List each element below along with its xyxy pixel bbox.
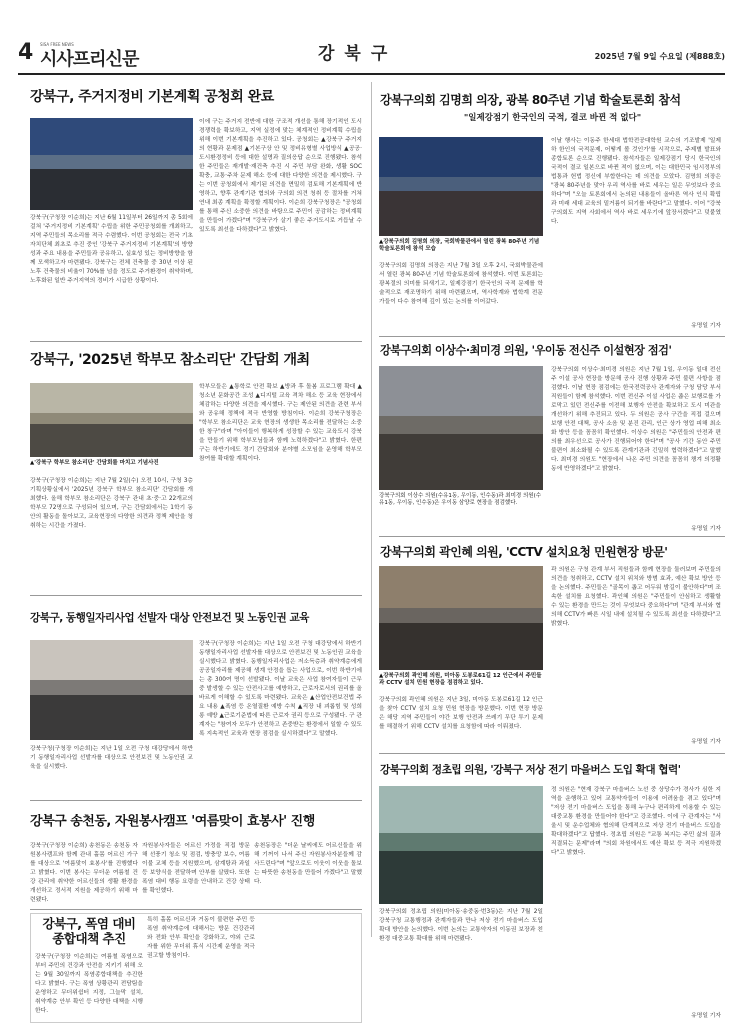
photo-caption: ▲강북구의회 김명희 의장, 국회박물관에서 열린 광복 80주년 기념 학술토론회에 참석 모습 [379, 239, 540, 253]
headline: 강북구의회 이상수·최미경 의원, '우이동 전신주 이설현장 점검' [380, 344, 672, 357]
headline-line-1: 강북구, 폭염 대비 [42, 916, 136, 931]
masthead-bar [18, 40, 725, 74]
article-body-col-2: 특히 홀몸 어르신과 거동이 불편한 주민 등 폭염 취약계층에 대해서는 방문 건강관리와 전화 안부 확인을 강화하고, 야외 근로자를 위한 무더위 휴식 시간제 운영을 적극 권고할 방침이다. [147, 917, 255, 959]
section-divider [30, 909, 362, 910]
section-divider [30, 800, 362, 801]
section-divider [30, 595, 362, 596]
headline-line-2: 종합대책 추진 [52, 931, 126, 946]
byline: 유명일 기자 [691, 526, 721, 532]
headline: 강북구의회 김명희 의장, 광복 80주년 기념 학술토론회 참석 [380, 93, 681, 107]
article-body-col-2: 곽 의원은 구청 관계 부서 직원들과 함께 현장을 둘러보며 주민들의 의견을 청취하고, CCTV 설치 위치와 방범 효과, 예산 확보 방안 등을 논의했다. 주민들은 "골목이 좁고 어두워 밤길이 불안하다"며 조속한 설치를 요청했다. 곽인혜 의원은 "주민들이 안심하고 생활할 수 있는 환경을 만드는 것이 무엇보다 중요하다"며 "관계 부서와 협의해 CCTV가 빠른 시일 내에 설치될 수 있도록 최선을 다하겠다"고 밝혔다. [551, 567, 721, 627]
article-body-col-1: 강북구청(구청장 이순희)는 지난 1일 오전 구청 대강당에서 하반기 동행일자리사업 선발자를 대상으로 안전보건 및 노동인권 교육을 실시했다. [30, 746, 193, 770]
headline: 강북구, 동행일자리사업 선발자 대상 안전보건 및 노동인권 교육 [30, 612, 309, 624]
article-body-col-1: 강북구의회 정초립 의원(미아동·송중동·번3동)은 지난 7월 2일 강북구청 교통행정과 관계자들과 만나 저상 전기 마을버스 도입 확대 방안을 논의했다. 이번 논의는 교통약자의 이동권 보장과 친환경 대중교통 확대를 위해 마련됐다. [379, 909, 543, 942]
article-body-col-1: 강북구의회 김명희 의장은 지난 7월 3일 오후 2시, 국회박물관에서 열린 광복 80주년 기념 학술토론회에 참석했다. 이번 토론회는 광복절의 의미를 되새기고, 일제강점기 한국인의 국적 문제를 학술적으로 재조명하기 위해 마련됐으며, 역사학계와 법학계 전문가들이 다수 참여해 깊이 있는 논의를 이어갔다. [379, 263, 543, 305]
newspaper-logo: 시사프리신문 [40, 49, 139, 70]
article-body-col-1: 강북구(구청장 이순희)는 여름철 폭염으로부터 주민의 건강과 안전을 지키기 위해 오는 9월 30일까지 폭염종합대책을 추진한다고 밝혔다. 구는 폭염 상황관리 전담팀을 운영하고 무더위쉼터 지정, 그늘막 설치, 취약계층 안부 확인 등 다양한 대책을 시행한다. [35, 954, 143, 1014]
article-photo [379, 137, 543, 236]
photo-caption: 강북구의회 이상수 의원(수유1동, 우이동, 인수동)과 최미경 의원(수유1동, 우이동, 인수동)은 우이동 삼양로 현장을 점검했다. [379, 493, 542, 507]
headline: 강북구의회 곽인혜 의원, 'CCTV 설치요청 민원현장 방문' [380, 545, 668, 559]
article-photo [379, 566, 543, 670]
photo-caption: ▲'강북구 학부모 참소리단' 간담회를 마치고 기념사진 [30, 460, 159, 466]
article-photo [30, 118, 193, 210]
byline: 유명일 기자 [691, 323, 721, 329]
masthead-rule [18, 73, 725, 75]
article-body-col-1: 강북구(구청장 이순희)는 지난 6월 11일부터 26일까지 총 5회에 걸쳐 '주거지정비 기본계획' 수립을 위한 주민공청회를 개최하고, 지역 주민들의 목소리를 적극 수렴했다. 이번 공청회는 전국 기초자치단체 최초로 추진 중인 '강북구 주거지정비 기본계획'의 방향성과 주요 내용을 주민들과 공유하고, 실효성 있는 정비방향을 함께 모색하고자 마련됐다. 강북구는 전체 건축물 중 30년 이상 된 노후 건축물의 비율이 70%를 넘을 정도로 주거환경이 취약하며, 노후화된 일반 주거지역의 정비가 시급한 상황이다. [30, 215, 193, 284]
byline: 유명일 기자 [691, 739, 721, 745]
article-body-col-2: 정 의원은 "현재 강북구 마을버스 노선 중 상당수가 경사가 심한 지역을 운행하고 있어 교통약자들이 이용에 어려움을 겪고 있다"며 "저상 전기 마을버스 도입을 통해 누구나 편리하게 이용할 수 있는 대중교통 환경을 만들어야 한다"고 강조했다. 이에 구 관계자는 "서울시 및 운수업체와 협의해 단계적으로 저상 전기 마을버스 도입을 확대하겠다"고 답했다. 정초립 의원은 "교통 복지는 주민 삶의 질과 직결되는 문제"라며 "의회 차원에서도 예산 확보 등 적극 지원하겠다"고 밝혔다. [551, 787, 721, 856]
issue-dateline: 2025년 7월 9일 수요일 (제888호) [594, 52, 725, 61]
subheadline: "일제강점기 한국인의 국적, 결코 바뀐 적 없다" [463, 113, 642, 124]
article-body-col-1: 강북구(구청장 이순희) 송천동은 송천동 자원봉사캠프와 함께 관내 홀몸 어르신 가구를 대상으로 '여름맞이 효봉사'를 진행했다고 밝혔다. 이번 봉사는 무더운 여름철 건강 관리에 취약한 어르신들의 생활 환경을 개선하고 정서적 지원을 제공하기 위해 마련됐다. [30, 843, 138, 903]
article-body-col-3: 송천동장은 "더운 날씨에도 어르신들을 위해 기꺼이 나서 주신 자원봉사자분들께 감사드린다"며 "앞으로도 이웃이 이웃을 돌보는 따뜻한 송천동을 만들어 가겠다"고 말했다. [254, 843, 362, 885]
page-number: 4 [18, 40, 34, 65]
headline: 강북구 송천동, 자원봉사캠프 '여름맞이 효봉사' 진행 [30, 814, 315, 829]
article-photo [30, 640, 193, 740]
byline: 유명일 기자 [691, 1013, 721, 1019]
article-body-col-2: 강북구(구청장 이순희)는 지난 1일 오전 구청 대강당에서 하반기 동행일자리사업 선발자를 대상으로 안전보건 및 노동인권 교육을 실시했다고 밝혔다. 동행일자리사업은 저소득층과 취약계층에게 공공일자리를 제공해 생계 안정을 돕는 사업으로, 이번 하반기에는 총 300여 명이 선발됐다. 이날 교육은 사업 참여자들이 근무 중 발생할 수 있는 안전사고를 예방하고, 근로자로서의 권리를 올바르게 이해할 수 있도록 마련됐다. 교육은 ▲산업안전보건법 주요 내용 ▲폭염 등 온열질환 예방 수칙 ▲직장 내 괴롭힘 및 성희롱 예방 ▲근로기준법에 따른 근로자 권리 등으로 구성됐다. 구 관계자는 "참여자 모두가 안전하고 존중받는 환경에서 일할 수 있도록 지속적인 교육과 현장 점검을 실시하겠다"고 말했다. [199, 641, 362, 737]
article-body-col-2: 학부모들은 ▲통학로 안전 확보 ▲방과 후 돌봄 프로그램 확대 ▲청소년 문화공간 조성 ▲디지털 교육 격차 해소 등 교육 현장에서 체감하는 다양한 의견을 제시했다. 구는 제안된 의견을 관련 부서와 공유해 정책에 적극 반영할 방침이다. 이순희 강북구청장은 "학부모 참소리단은 교육 현장의 생생한 목소리를 전달하는 소중한 창구"라며 "아이들이 행복하게 성장할 수 있는 교육도시 강북을 만들기 위해 학부모님들과 함께 노력하겠다"고 밝혔다. 한편 구는 하반기에도 정기 간담회와 분야별 소모임을 운영해 학부모 참여를 확대할 계획이다. [199, 384, 362, 462]
photo-caption: ▲강북구의회 곽인혜 의원, 미아동 도봉로61길 12 인근에서 주민들과 CCTV 설치 민원 현장을 점검하고 있다. [379, 673, 542, 687]
section-divider [30, 341, 362, 342]
article-body-col-1: 강북구의회 곽인혜 의원은 지난 3일, 미아동 도봉로61길 12 인근을 찾아 CCTV 설치 요청 민원 현장을 방문했다. 이번 현장 방문은 해당 지역 주민들이 야간 보행 안전과 쓰레기 무단 투기 문제를 해결하기 위해 CCTV 설치를 요청함에 따라 이뤄졌다. [379, 697, 543, 730]
section-divider [379, 536, 725, 537]
article-photo [379, 366, 543, 490]
headline: 강북구, '2025년 학부모 참소리단' 간담회 개최 [30, 352, 310, 368]
section-name: 강북구 [318, 44, 398, 64]
article-body-col-2: 이날 행사는 이동주 한세대 법학전공대학원 교수의 기조발제 '일제하 한인의 국적문제, 어떻게 볼 것인가'를 시작으로, 주제별 발표와 종합토론 순으로 진행됐다. 참석자들은 일제강점기 당시 한국인의 국적이 결코 일본으로 바뀐 적이 없으며, 이는 대한민국 임시정부의 법통과 헌법 정신에 부합한다는 데 의견을 모았다. 김명희 의장은 "광복 80주년을 맞아 우리 역사를 바로 세우는 일은 무엇보다 중요하다"며 "오늘 토론회에서 논의된 내용들이 올바른 역사 인식 확립과 미래 세대 교육의 밑거름이 되기를 바란다"고 말했다. 이어 "강북구의회도 지역 사회에서 역사 바로 세우기에 앞장서겠다"고 덧붙였다. [551, 138, 721, 225]
article-body-col-1: 강북구(구청장 이순희)는 지난 7월 2일(수) 오전 10시, 구청 3층 기획상황실에서 '2025년 강북구 학부모 참소리단' 간담회를 개최했다. 올해 학부모 참소리단은 강북구 관내 초·중·고 22개교의 학부모 72명으로 구성되어 있으며, 구는 간담회에서는 1학기 동안의 활동을 돌아보고, 교육현장의 다양한 의견과 정책 제안을 청취하는 시간을 가졌다. [30, 478, 193, 529]
headline: 강북구의회 정초립 의원, '강북구 저상 전기 마을버스 도입 확대 협력' [380, 764, 681, 776]
article-photo [30, 383, 193, 457]
column-divider [371, 82, 372, 937]
logo-subtitle: SISA FREE NEWS [40, 42, 74, 47]
article-body-col-2: 자원봉사자들은 어르신 가정을 직접 방문해 선풍기 청소 및 점검, 방충망 보수, 여름 이불 교체 등을 지원했으며, 삼계탕과 과일 등 보양식을 전달하며 안부를 살폈다. 또한 폭염 대비 행동 요령을 안내하고 건강 상태를 확인했다. [142, 843, 250, 894]
article-photo [379, 786, 543, 904]
article-body-col-2: 이에 구는 주거지 전반에 대한 구조적 개선을 통해 장기적인 도시 경쟁력을 확보하고, 지역 실정에 맞는 체계적인 정비계획 수립을 위해 이번 기본계획을 추진하고 있다. 공청회는 ▲강북구 주거지의 현황과 문제점 ▲기본구상 안 및 정비유형별 사업방식 ▲공공·도시환경정비 등에 대한 설명과 질의응답 순으로 진행됐다. 참석한 주민들은 재개발·재건축 추진 시 주민 부담 완화, 생활 SOC 확충, 교통·주차 문제 해소 등에 대한 다양한 의견을 제시했다. 구는 이번 공청회에서 제기된 의견을 면밀히 검토해 기본계획에 반영하고, 향후 관계기관 협의와 구의회 의견 청취 등 절차를 거쳐 연내 최종 계획을 확정할 계획이다. 이순희 강북구청장은 "공청회를 통해 주신 소중한 의견을 바탕으로 주민이 공감하는 정비계획을 만들어 가겠다"며 "강북구가 살기 좋은 주거도시로 거듭날 수 있도록 최선을 다하겠다"고 밝혔다. [199, 119, 362, 233]
article-body-col-2: 강북구의회 이상수·최미경 의원은 지난 7월 1일, 우이동 일대 전신주 이설 공사 현장을 방문해 공사 진행 상황과 주민 불편 사항을 점검했다. 이날 현장 점검에는 한국전력공사 관계자와 구청 담당 부서 직원들이 함께 참석했다. 이번 전신주 이설 사업은 좁은 보행로를 가로막고 있던 전신주를 이전해 보행자 안전을 확보하고 도시 미관을 개선하기 위해 추진되고 있다. 두 의원은 공사 구간을 직접 걸으며 보행 안전 대책, 공사 소음 및 분진 관리, 인근 상가 영업 피해 최소화 방안 등을 꼼꼼히 확인했다. 이상수 의원은 "주민들의 안전과 편의를 최우선으로 공사가 진행되어야 한다"며 "공사 기간 동안 주민 불편이 최소화될 수 있도록 관계기관과 긴밀히 협력하겠다"고 말했다. 최미경 의원도 "현장에서 나온 주민 의견을 꼼꼼히 챙겨 의정활동에 반영하겠다"고 밝혔다. [551, 367, 721, 472]
headline: 강북구, 주거지정비 기본계획 공청회 완료 [30, 89, 274, 105]
section-divider [379, 753, 725, 754]
section-divider [379, 336, 725, 337]
